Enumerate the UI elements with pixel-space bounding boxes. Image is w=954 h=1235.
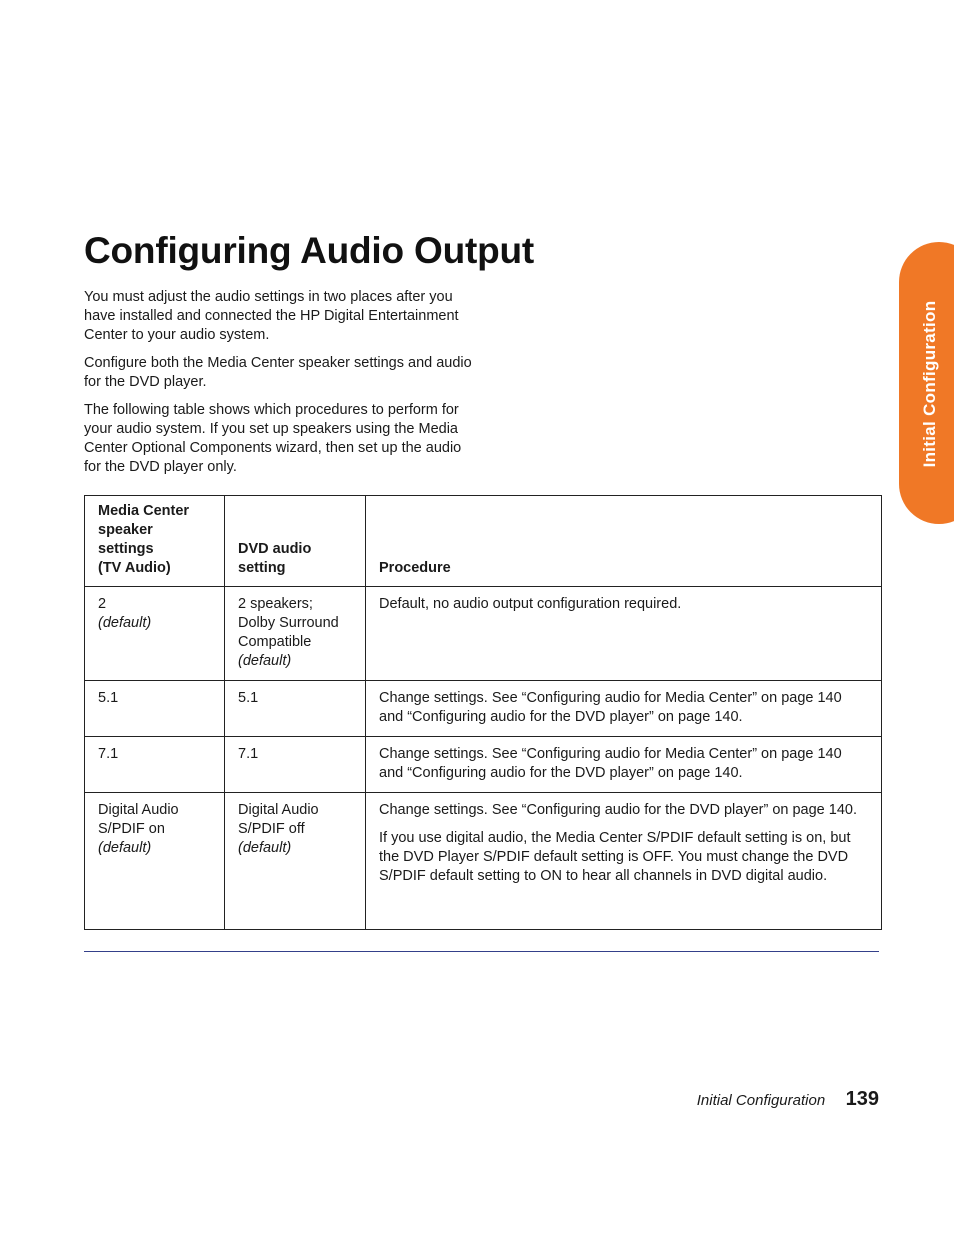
page-title: Configuring Audio Output [84,230,535,271]
procedure-text: Change settings. See “Configuring audio for Media Center” on page 140 and “Configuring audio for the DVD player” on page 140. [379,746,842,781]
cell-procedure [366,681,882,737]
intro-paragraph: Configure both the Media Center speaker settings and audio for the DVD player. [84,355,472,390]
audio-procedure-table [84,495,882,930]
page-footer [697,1088,879,1111]
intro-paragraph: You must adjust the audio settings in two places after you have installed and connected the HP Digital Entertainment Center to your audio system. [84,289,459,343]
cell-default-note: (default) [98,615,152,631]
intro-paragraph: The following table shows which procedures to perform for your audio system. If you set up speakers using the Media Center Optional Components wizard, then set up the audio for the DVD player only. [84,402,462,475]
cell-line: 5.1 [238,690,259,706]
intro-text [84,288,479,486]
procedure-text: Default, no audio output configuration required. [379,596,682,612]
cell-line: 7.1 [98,746,119,762]
header-line: Media Center [98,503,190,519]
cell-line: 2 [98,596,107,612]
header-speaker-settings [85,496,225,587]
cell-default-note: (default) [98,840,152,856]
page-number: 139 [845,1088,879,1110]
header-procedure: Procedure [366,496,882,587]
cell-speaker [85,737,225,793]
cell-line: Compatible [238,634,312,650]
table-row [85,681,882,737]
cell-default-note: (default) [238,840,292,856]
procedure-text: Change settings. See “Configuring audio for the DVD player” on page 140. [379,802,857,818]
cell-dvd [225,737,366,793]
header-line: DVD audio [238,541,312,557]
cell-line: S/PDIF on [98,821,165,837]
footer-section-name: Initial Configuration [696,1092,826,1109]
header-line: setting [238,560,286,576]
cell-dvd [225,681,366,737]
cell-procedure [366,587,882,681]
cell-speaker [85,681,225,737]
table-row [85,587,882,681]
footer-divider [84,951,879,952]
cell-line: S/PDIF off [238,821,305,837]
cell-procedure [366,737,882,793]
chapter-side-tab-label: Initial Configuration [920,300,939,468]
header-line: speaker [98,522,153,538]
cell-default-note: (default) [238,653,292,669]
cell-speaker [85,587,225,681]
cell-line: Digital Audio [98,802,179,818]
table-row [85,793,882,930]
cell-line: Dolby Surround [238,615,339,631]
cell-procedure [366,793,882,930]
cell-line: 7.1 [238,746,259,762]
header-dvd-setting [225,496,366,587]
cell-line: Digital Audio [238,802,319,818]
cell-speaker [85,793,225,930]
cell-line: 5.1 [98,690,119,706]
cell-line: 2 speakers; [238,596,313,612]
table-row [85,737,882,793]
table-header-row [85,496,882,587]
cell-dvd [225,587,366,681]
header-line: (TV Audio) [98,560,171,576]
cell-dvd [225,793,366,930]
procedure-text: If you use digital audio, the Media Center S/PDIF default setting is on, but the DVD Player S/PDIF default setting is OFF. You must change the DVD S/PDIF default setting to ON to hear all channels in DVD digital audio. [379,830,851,884]
procedure-text: Change settings. See “Configuring audio for Media Center” on page 140 and “Configuring audio for the DVD player” on page 140. [379,690,842,725]
header-line: settings [98,541,154,557]
